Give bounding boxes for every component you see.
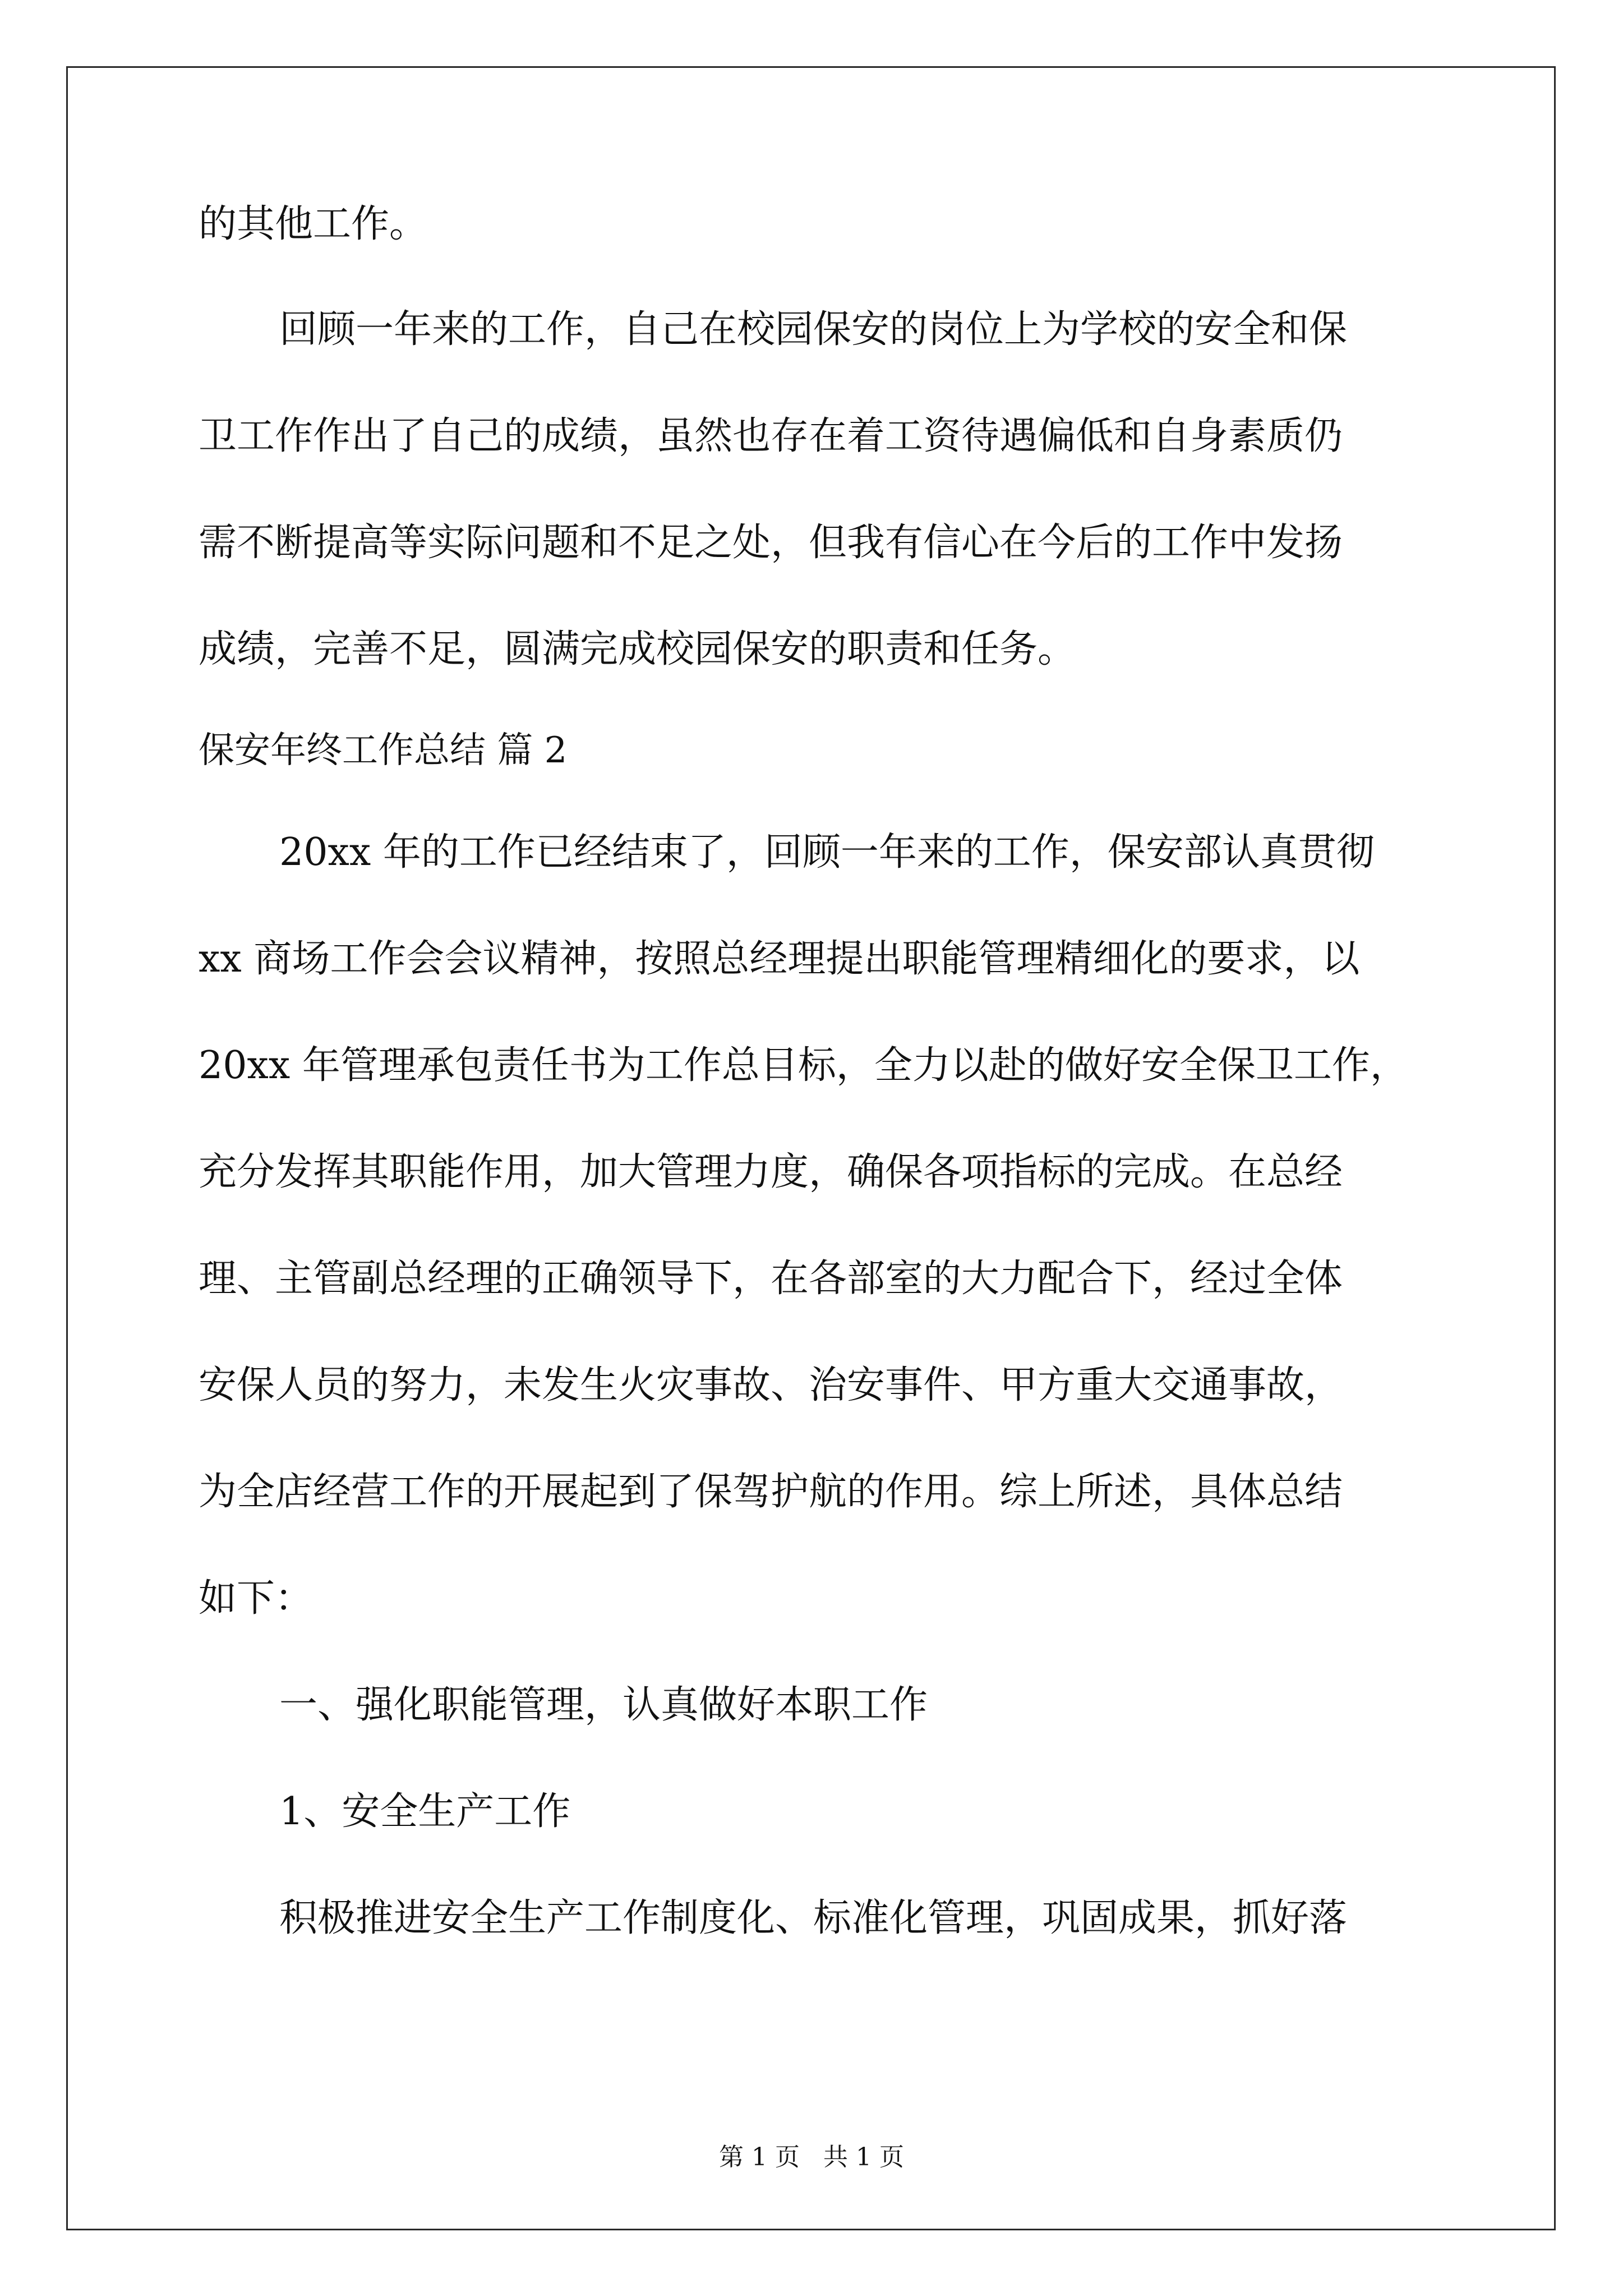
- paragraph-line: 卫工作作出了自己的成绩，虽然也存在着工资待遇偏低和自身素质仍: [199, 414, 1343, 458]
- list-heading: 一、强化职能管理，认真做好本职工作: [279, 1683, 928, 1727]
- paragraph-line: 为全店经营工作的开展起到了保驾护航的作用。综上所述，具体总结: [199, 1470, 1343, 1514]
- paragraph-line: 安保人员的努力，未发生火灾事故、治安事件、甲方重大交通事故，: [199, 1363, 1343, 1407]
- paragraph-line: 理、主管副总经理的正确领导下，在各部室的大力配合下，经过全体: [199, 1257, 1343, 1301]
- paragraph-line: xx 商场工作会会议精神，按照总经理提出职能管理精细化的要求，以: [199, 937, 1360, 981]
- section-heading: 保安年终工作总结 篇 2: [199, 730, 568, 771]
- list-subheading: 1、安全生产工作: [279, 1789, 571, 1834]
- page-number-footer: 第 1 页 共 1 页: [719, 2143, 904, 2171]
- paragraph-line: 积极推进安全生产工作制度化、标准化管理，巩固成果，抓好落: [279, 1896, 1348, 1940]
- paragraph-line: 充分发挥其职能作用，加大管理力度，确保各项指标的完成。在总经: [199, 1150, 1343, 1194]
- paragraph-line: 成绩，完善不足，圆满完成校园保安的职责和任务。: [199, 627, 1076, 671]
- paragraph-line: 的其他工作。: [199, 202, 428, 246]
- paragraph-line: 如下：: [199, 1576, 313, 1621]
- paragraph-line: 20xx 年管理承包责任书为工作总目标，全力以赴的做好安全保卫工作，: [199, 1043, 1408, 1088]
- paragraph-line: 需不断提高等实际问题和不足之处，但我有信心在今后的工作中发扬: [199, 521, 1343, 565]
- paragraph-line: 20xx 年的工作已经结束了，回顾一年来的工作，保安部认真贯彻: [279, 830, 1375, 875]
- paragraph-line: 回顾一年来的工作，自己在校园保安的岗位上为学校的安全和保: [279, 307, 1348, 352]
